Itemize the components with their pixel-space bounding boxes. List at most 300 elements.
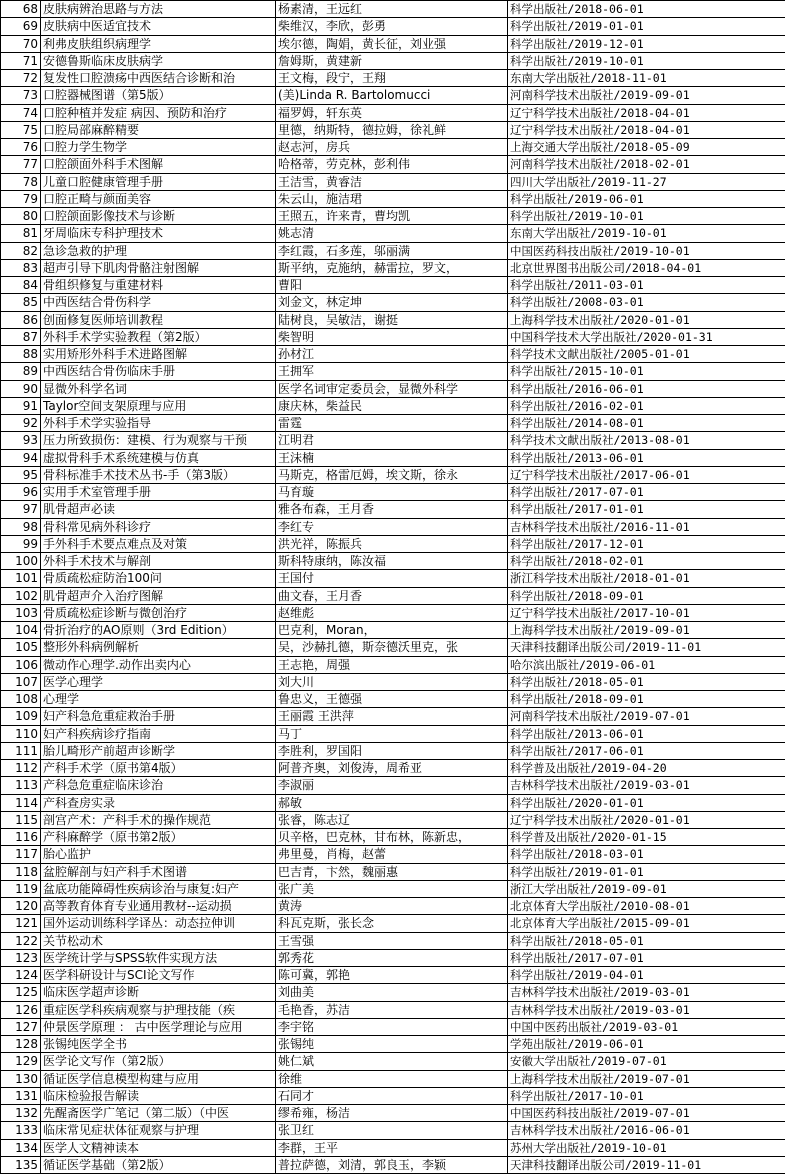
book-author: 张睿，陈志辽: [276, 811, 508, 828]
book-publisher-date: 东南大学出版社/2019-10-01: [508, 225, 785, 242]
row-number: 83: [1, 259, 41, 276]
table-row: [1, 553, 785, 570]
row-number: 93: [1, 432, 41, 449]
table-row: [1, 725, 785, 742]
book-author: 斯科特康纳，陈汝福: [276, 553, 508, 570]
book-publisher-date: 科学出版社/2018-09-01: [508, 691, 785, 708]
book-title: 儿童口腔健康管理手册: [41, 173, 276, 190]
row-number: 80: [1, 208, 41, 225]
row-number: 127: [1, 1018, 41, 1035]
table-row: [1, 139, 785, 156]
row-number: 84: [1, 277, 41, 294]
book-title: 口腔颌面外科手术图解: [41, 156, 276, 173]
table-row: [1, 501, 785, 518]
book-title: 压力所致损伤：建模、行为观察与干预: [41, 432, 276, 449]
book-publisher-date: 科学出版社/2011-03-01: [508, 277, 785, 294]
row-number: 100: [1, 553, 41, 570]
row-number: 75: [1, 121, 41, 138]
book-author: 马斯克，格雷厄姆，埃文斯，徐永: [276, 466, 508, 483]
table-row: [1, 984, 785, 1001]
table-row: [1, 466, 785, 483]
book-author: 张卫红: [276, 1122, 508, 1139]
book-title: 重症医学科疾病观察与护理技能（疾: [41, 1001, 276, 1018]
table-row: [1, 656, 785, 673]
table-row: [1, 432, 785, 449]
book-publisher-date: 科学出版社/2017-01-01: [508, 501, 785, 518]
book-title: 产科查房实录: [41, 794, 276, 811]
book-publisher-date: 科学出版社/2018-02-01: [508, 553, 785, 570]
book-author: 刘金文，林定坤: [276, 294, 508, 311]
book-author: 赵志河，房兵: [276, 139, 508, 156]
row-number: 102: [1, 587, 41, 604]
row-number: 101: [1, 570, 41, 587]
row-number: 103: [1, 604, 41, 621]
row-number: 106: [1, 656, 41, 673]
row-number: 86: [1, 311, 41, 328]
table-row: [1, 1036, 785, 1053]
book-publisher-date: 河南科学技术出版社/2019-07-01: [508, 708, 785, 725]
book-title: Taylor空间支架原理与应用: [41, 397, 276, 414]
table-row: [1, 829, 785, 846]
row-number: 114: [1, 794, 41, 811]
book-publisher-date: 浙江科学技术出版社/2018-01-01: [508, 570, 785, 587]
table-row: [1, 87, 785, 104]
book-publisher-date: 科学出版社/2017-06-01: [508, 742, 785, 759]
table-row: [1, 863, 785, 880]
book-author: 刘大川: [276, 673, 508, 690]
book-title: 张锡纯医学全书: [41, 1036, 276, 1053]
row-number: 105: [1, 639, 41, 656]
book-title: 口腔局部麻醉精要: [41, 121, 276, 138]
table-row: [1, 949, 785, 966]
book-title: 医学论文写作（第2版）: [41, 1053, 276, 1070]
table-row: [1, 898, 785, 915]
table-row: [1, 259, 785, 276]
table-row: [1, 415, 785, 432]
book-title: 中西医结合骨伤临床手册: [41, 363, 276, 380]
row-number: 118: [1, 863, 41, 880]
row-number: 90: [1, 380, 41, 397]
table-row: [1, 967, 785, 984]
row-number: 123: [1, 949, 41, 966]
book-title: 实用手术室管理手册: [41, 484, 276, 501]
book-title: 盆腔解剖与妇产科手术图谱: [41, 863, 276, 880]
book-publisher-date: 科学出版社/2017-07-01: [508, 484, 785, 501]
book-publisher-date: 科学出版社/2019-04-01: [508, 967, 785, 984]
book-author: 科瓦克斯，张长念: [276, 915, 508, 932]
book-title: 医学人文精神读本: [41, 1139, 276, 1156]
row-number: 97: [1, 501, 41, 518]
table-row: [1, 449, 785, 466]
book-author: 巴克利，Moran，: [276, 622, 508, 639]
book-title: 产科急危重症临床诊治: [41, 777, 276, 794]
book-publisher-date: 科学出版社/2019-12-01: [508, 35, 785, 52]
book-title: 医学科研设计与SCI论文写作: [41, 967, 276, 984]
book-publisher-date: 吉林科学技术出版社/2019-03-01: [508, 777, 785, 794]
book-author: 康庆林，柴益民: [276, 397, 508, 414]
book-publisher-date: 科学出版社/2019-06-01: [508, 190, 785, 207]
book-publisher-date: 科学出版社/2018-06-01: [508, 1, 785, 18]
table-row: [1, 1053, 785, 1070]
table-row: [1, 760, 785, 777]
book-title: 创面修复医师培训教程: [41, 311, 276, 328]
book-title: 骨质疏松症防治100问: [41, 570, 276, 587]
book-publisher-date: 东南大学出版社/2018-11-01: [508, 70, 785, 87]
table-row: [1, 777, 785, 794]
row-number: 107: [1, 673, 41, 690]
book-title: 胎心监护: [41, 846, 276, 863]
book-author: 郝敏: [276, 794, 508, 811]
row-number: 98: [1, 518, 41, 535]
row-number: 70: [1, 35, 41, 52]
book-title: 骨科常见病外科诊疗: [41, 518, 276, 535]
table-row: [1, 846, 785, 863]
row-number: 112: [1, 760, 41, 777]
book-author: 柴智明: [276, 328, 508, 345]
table-row: [1, 587, 785, 604]
book-title: 循证医学基础（第2版）: [41, 1156, 276, 1173]
book-publisher-date: 科学出版社/2015-10-01: [508, 363, 785, 380]
table-row: [1, 190, 785, 207]
book-author: 李宇铭: [276, 1018, 508, 1035]
book-author: 医学名词审定委员会，显微外科学: [276, 380, 508, 397]
row-number: 119: [1, 880, 41, 897]
row-number: 133: [1, 1122, 41, 1139]
row-number: 76: [1, 139, 41, 156]
row-number: 124: [1, 967, 41, 984]
book-author: 李红霞，石多莲，邬丽满: [276, 242, 508, 259]
book-author: 王拥军: [276, 363, 508, 380]
book-author: 弗里曼，肖梅，赵蕾: [276, 846, 508, 863]
book-author: 李淑丽: [276, 777, 508, 794]
table-row: [1, 363, 785, 380]
book-author: 曲文春，王月香: [276, 587, 508, 604]
book-author: 埃尔德，陶娟，黄长征，刘业强: [276, 35, 508, 52]
row-number: 77: [1, 156, 41, 173]
book-publisher-date: 学苑出版社/2019-06-01: [508, 1036, 785, 1053]
table-row: [1, 535, 785, 552]
row-number: 82: [1, 242, 41, 259]
row-number: 74: [1, 104, 41, 121]
book-publisher-date: 中国医药科技出版社/2019-07-01: [508, 1105, 785, 1122]
row-number: 125: [1, 984, 41, 1001]
book-author: 黄涛: [276, 898, 508, 915]
book-author: 陈可冀，郭艳: [276, 967, 508, 984]
row-number: 117: [1, 846, 41, 863]
book-publisher-date: 中国中医药出版社/2019-03-01: [508, 1018, 785, 1035]
book-title: 产科手术学（原书第4版）: [41, 760, 276, 777]
book-author: 柴维汉，李欣，彭勇: [276, 18, 508, 35]
book-publisher-date: 科学出版社/2013-06-01: [508, 449, 785, 466]
book-author: 詹姆斯，黄建新: [276, 52, 508, 69]
row-number: 87: [1, 328, 41, 345]
book-author: 刘曲美: [276, 984, 508, 1001]
book-title: 显微外科学名词: [41, 380, 276, 397]
table-row: [1, 173, 785, 190]
table-row: [1, 311, 785, 328]
book-publisher-date: 科学技术文献出版社/2013-08-01: [508, 432, 785, 449]
book-title: 急诊急救的护理: [41, 242, 276, 259]
book-title: 先醒斋医学广笔记（第二版）（中医: [41, 1105, 276, 1122]
book-title: 妇产科急危重症救治手册: [41, 708, 276, 725]
table-row: [1, 811, 785, 828]
row-number: 128: [1, 1036, 41, 1053]
row-number: 130: [1, 1070, 41, 1087]
book-author: 毛艳香，苏洁: [276, 1001, 508, 1018]
table-row: [1, 1122, 785, 1139]
row-number: 129: [1, 1053, 41, 1070]
book-publisher-date: 四川大学出版社/2019-11-27: [508, 173, 785, 190]
table-row: [1, 70, 785, 87]
table-row: [1, 932, 785, 949]
row-number: 69: [1, 18, 41, 35]
book-author: 普拉萨德，刘清，郭良玉，李颖: [276, 1156, 508, 1173]
row-number: 91: [1, 397, 41, 414]
book-publisher-date: 吉林科学技术出版社/2019-03-01: [508, 984, 785, 1001]
book-author: 江明君: [276, 432, 508, 449]
book-publisher-date: 北京体育大学出版社/2015-09-01: [508, 915, 785, 932]
book-title: 产科麻醉学（原书第2版）: [41, 829, 276, 846]
row-number: 94: [1, 449, 41, 466]
book-publisher-date: 浙江大学出版社/2019-09-01: [508, 880, 785, 897]
book-publisher-date: 科学出版社/2017-10-01: [508, 1087, 785, 1104]
book-publisher-date: 中国科学技术大学出版社/2020-01-31: [508, 328, 785, 345]
book-author: 王雪强: [276, 932, 508, 949]
table-row: [1, 277, 785, 294]
book-title: 口腔正畸与颜面美容: [41, 190, 276, 207]
table-row: [1, 1087, 785, 1104]
book-author: 孙材江: [276, 346, 508, 363]
row-number: 116: [1, 829, 41, 846]
book-author: 洪光祥，陈振兵: [276, 535, 508, 552]
book-title: 关节松动术: [41, 932, 276, 949]
row-number: 122: [1, 932, 41, 949]
book-title: 外科手术技术与解剖: [41, 553, 276, 570]
table-row: [1, 639, 785, 656]
book-title: 循证医学信息模型构建与应用: [41, 1070, 276, 1087]
table-row: [1, 208, 785, 225]
book-publisher-date: 辽宁科学技术出版社/2018-04-01: [508, 104, 785, 121]
book-title: 安德鲁斯临床皮肤病学: [41, 52, 276, 69]
row-number: 73: [1, 87, 41, 104]
table-row: [1, 294, 785, 311]
book-title: 临床常见症状体征观察与护理: [41, 1122, 276, 1139]
row-number: 81: [1, 225, 41, 242]
row-number: 85: [1, 294, 41, 311]
book-title: 口腔种植并发症 病因、预防和治疗: [41, 104, 276, 121]
row-number: 110: [1, 725, 41, 742]
table-row: [1, 1001, 785, 1018]
table-row: [1, 104, 785, 121]
book-author: 石同才: [276, 1087, 508, 1104]
book-publisher-date: 河南科学技术出版社/2019-09-01: [508, 87, 785, 104]
book-publisher-date: 科学出版社/2016-02-01: [508, 397, 785, 414]
book-title: 外科手术学实验教程（第2版）: [41, 328, 276, 345]
row-number: 104: [1, 622, 41, 639]
book-author: 贝辛格，巴克林，甘布林，陈新忠，: [276, 829, 508, 846]
book-author: 阿普齐奥，刘俊涛，周希亚: [276, 760, 508, 777]
row-number: 99: [1, 535, 41, 552]
table-row: [1, 880, 785, 897]
table-row: [1, 156, 785, 173]
book-publisher-date: 科学出版社/2014-08-01: [508, 415, 785, 432]
book-author: 陆树良，吴敏洁，谢挺: [276, 311, 508, 328]
book-publisher-date: 苏州大学出版社/2019-10-01: [508, 1139, 785, 1156]
book-author: 吴，沙赫扎德，斯奈德沃里克，张: [276, 639, 508, 656]
book-publisher-date: 科学出版社/2020-01-01: [508, 794, 785, 811]
book-publisher-date: 辽宁科学技术出版社/2018-04-01: [508, 121, 785, 138]
row-number: 89: [1, 363, 41, 380]
table-row: [1, 742, 785, 759]
book-publisher-date: 科学普及出版社/2020-01-15: [508, 829, 785, 846]
table-row: [1, 604, 785, 621]
row-number: 71: [1, 52, 41, 69]
book-author: 巴吉青，卞然，魏丽惠: [276, 863, 508, 880]
book-title: 复发性口腔溃疡中西医结合诊断和治: [41, 70, 276, 87]
book-publisher-date: 科学出版社/2019-01-01: [508, 18, 785, 35]
row-number: 109: [1, 708, 41, 725]
book-title: 剖宫产术：产科手术的操作规范: [41, 811, 276, 828]
book-title: 临床检验报告解读: [41, 1087, 276, 1104]
book-author: 赵维彪: [276, 604, 508, 621]
table-row: [1, 225, 785, 242]
book-author: 曹阳: [276, 277, 508, 294]
book-author: 福罗姆，轩东英: [276, 104, 508, 121]
book-title: 医学统计学与SPSS软件实现方法: [41, 949, 276, 966]
book-title: 皮肤病辨治思路与方法: [41, 1, 276, 18]
book-publisher-date: 北京世界图书出版公司/2018-04-01: [508, 259, 785, 276]
table-row: [1, 691, 785, 708]
table-row: [1, 484, 785, 501]
book-author: 李群，王平: [276, 1139, 508, 1156]
row-number: 79: [1, 190, 41, 207]
table-row: [1, 1018, 785, 1035]
book-publisher-date: 科学技术文献出版社/2005-01-01: [508, 346, 785, 363]
book-publisher-date: 河南科学技术出版社/2018-02-01: [508, 156, 785, 173]
row-number: 96: [1, 484, 41, 501]
row-number: 95: [1, 466, 41, 483]
book-title: 胎儿畸形产前超声诊断学: [41, 742, 276, 759]
book-title: 虚拟骨科手术系统建模与仿真: [41, 449, 276, 466]
book-title: 国外运动训练科学译丛：动态拉伸训: [41, 915, 276, 932]
book-author: 王沫楠: [276, 449, 508, 466]
book-author: 王国付: [276, 570, 508, 587]
book-publisher-date: 科学出版社/2017-07-01: [508, 949, 785, 966]
book-author: 哈格蒂，劳克林，彭利伟: [276, 156, 508, 173]
book-title: 盆底功能障碍性疾病诊治与康复:妇产: [41, 880, 276, 897]
row-number: 68: [1, 1, 41, 18]
row-number: 120: [1, 898, 41, 915]
book-publisher-date: 辽宁科学技术出版社/2020-01-01: [508, 811, 785, 828]
book-author: 姚志清: [276, 225, 508, 242]
book-author: (美)Linda R. Bartolomucci: [276, 87, 508, 104]
book-publisher-date: 上海科学技术出版社/2020-01-01: [508, 311, 785, 328]
book-title: 骨质疏松症诊断与微创治疗: [41, 604, 276, 621]
row-number: 72: [1, 70, 41, 87]
book-publisher-date: 上海科学技术出版社/2019-09-01: [508, 622, 785, 639]
book-author: 马育璇: [276, 484, 508, 501]
book-list-body: [1, 1, 785, 1174]
book-title: 仲景医学原理 ： 古中医学理论与应用: [41, 1018, 276, 1035]
book-title: 骨折治疗的AO原则（3rd Edition）: [41, 622, 276, 639]
book-publisher-date: 中国医药科技出版社/2019-10-01: [508, 242, 785, 259]
row-number: 135: [1, 1156, 41, 1173]
book-author: 王丽霞 王洪萍: [276, 708, 508, 725]
table-row: [1, 1139, 785, 1156]
book-publisher-date: 科学出版社/2008-03-01: [508, 294, 785, 311]
table-row: [1, 570, 785, 587]
book-title: 医学心理学: [41, 673, 276, 690]
row-number: 78: [1, 173, 41, 190]
book-publisher-date: 吉林科学技术出版社/2016-11-01: [508, 518, 785, 535]
book-publisher-date: 天津科技翻译出版公司/2019-11-01: [508, 639, 785, 656]
table-row: [1, 622, 785, 639]
book-publisher-date: 科学出版社/2019-01-01: [508, 863, 785, 880]
book-publisher-date: 上海交通大学出版社/2018-05-09: [508, 139, 785, 156]
book-author: 斯平纳，克施纳，赫雷拉，罗文，: [276, 259, 508, 276]
book-author: 雅各布森，王月香: [276, 501, 508, 518]
book-title: 微动作心理学.动作出卖内心: [41, 656, 276, 673]
book-title: 利弗皮肤组织病理学: [41, 35, 276, 52]
book-author: 缪希雍，杨洁: [276, 1105, 508, 1122]
table-row: [1, 328, 785, 345]
table-row: [1, 18, 785, 35]
book-author: 李胜利，罗国阳: [276, 742, 508, 759]
row-number: 113: [1, 777, 41, 794]
book-author: 鲁忠义，王德强: [276, 691, 508, 708]
book-author: 雷霆: [276, 415, 508, 432]
book-title: 骨科标准手术技术丛书-手（第3版）: [41, 466, 276, 483]
book-author: 杨素清，王远红: [276, 1, 508, 18]
book-publisher-date: 科学出版社/2018-05-01: [508, 673, 785, 690]
book-publisher-date: 哈尔滨出版社/2019-06-01: [508, 656, 785, 673]
row-number: 115: [1, 811, 41, 828]
table-row: [1, 397, 785, 414]
row-number: 88: [1, 346, 41, 363]
book-publisher-date: 科学出版社/2017-12-01: [508, 535, 785, 552]
row-number: 134: [1, 1139, 41, 1156]
table-row: [1, 35, 785, 52]
book-publisher-date: 天津科技翻译出版公司/2019-11-01: [508, 1156, 785, 1173]
book-title: 临床医学超声诊断: [41, 984, 276, 1001]
book-publisher-date: 科学出版社/2018-03-01: [508, 846, 785, 863]
table-row: [1, 518, 785, 535]
book-author: 郭秀花: [276, 949, 508, 966]
book-publisher-date: 辽宁科学技术出版社/2017-06-01: [508, 466, 785, 483]
book-title: 口腔颌面影像技术与诊断: [41, 208, 276, 225]
table-row: [1, 346, 785, 363]
book-title: 牙周临床专科护理技术: [41, 225, 276, 242]
book-publisher-date: 北京体育大学出版社/2010-08-01: [508, 898, 785, 915]
row-number: 111: [1, 742, 41, 759]
book-title: 口腔力学生物学: [41, 139, 276, 156]
book-author: 马丁: [276, 725, 508, 742]
book-title: 妇产科疾病诊疗指南: [41, 725, 276, 742]
book-publisher-date: 科学出版社/2019-10-01: [508, 52, 785, 69]
book-title: 整形外科病例解析: [41, 639, 276, 656]
row-number: 108: [1, 691, 41, 708]
table-row: [1, 1070, 785, 1087]
table-row: [1, 673, 785, 690]
book-title: 中西医结合骨伤科学: [41, 294, 276, 311]
book-title: 心理学: [41, 691, 276, 708]
book-author: 王洁雪，黄睿洁: [276, 173, 508, 190]
book-title: 高等教育体育专业通用教材--运动损: [41, 898, 276, 915]
book-title: 肌骨超声介入治疗图解: [41, 587, 276, 604]
row-number: 126: [1, 1001, 41, 1018]
table-row: [1, 52, 785, 69]
book-title: 皮肤病中医适宜技术: [41, 18, 276, 35]
